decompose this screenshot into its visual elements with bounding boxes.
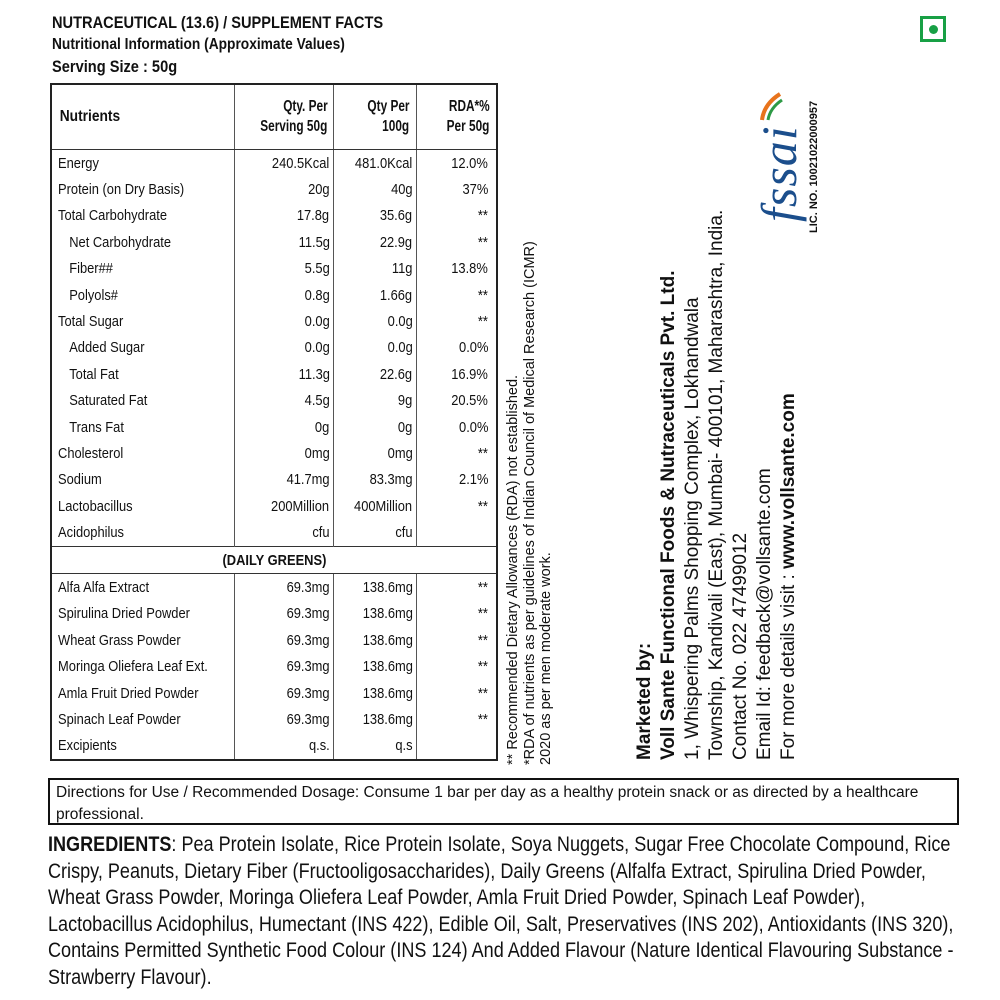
rda-percent: ** [417,574,498,601]
table-row [51,203,497,229]
contact-number: Contact No. 022 47499012 [730,532,751,760]
company-name: Voll Sante Functional Foods & Nutraceuticals Pvt. Ltd. [658,270,679,760]
serving-size: Serving Size : 50g [52,57,178,76]
nutrition-table [50,83,498,761]
qty-per-serving: 11.5g [235,229,334,255]
rda-percent [417,519,498,546]
nutrient-name: Spirulina Dried Powder [51,601,235,627]
qty-per-serving: 69.3mg [235,627,334,653]
rda-percent: 0.0% [417,335,498,361]
table-row [51,229,497,255]
nutrient-name: Acidophilus [51,519,235,546]
marketer-info [633,210,801,760]
qty-per-100g: 22.6g [334,361,417,387]
qty-per-100g: 138.6mg [334,627,417,653]
qty-per-100g: 138.6mg [334,706,417,732]
fssai-leaf-icon [758,92,784,122]
table-row [51,308,497,334]
address-line: 1, Whispering Palms Shopping Complex, Lokhandwala [682,297,703,760]
qty-per-serving: 69.3mg [235,601,334,627]
license-number: LIC. NO. 10021022000957 [808,100,820,233]
qty-per-serving: 11.3g [235,361,334,387]
table-row [51,388,497,414]
table-row [51,574,497,601]
qty-per-100g: 22.9g [334,229,417,255]
nutrient-name: Alfa Alfa Extract [51,574,235,601]
nutrient-name: Cholesterol [51,440,235,466]
note-line: 2020 as per men moderate work. [538,552,554,765]
marketer-label: Marketed by: [634,642,655,760]
daily-greens-divider [51,546,497,573]
qty-per-100g: 35.6g [334,203,417,229]
table-row [51,493,497,519]
qty-per-serving: 0.0g [235,335,334,361]
rda-percent: ** [417,706,498,732]
nutrient-name: Moringa Oliefera Leaf Ext. [51,653,235,679]
qty-per-serving: 0g [235,414,334,440]
qty-per-serving: 0.0g [235,308,334,334]
qty-per-100g: q.s [334,733,417,760]
qty-per-serving: q.s. [235,733,334,760]
ingredients [48,832,958,992]
table-body [51,150,497,760]
qty-per-100g: 138.6mg [334,653,417,679]
table-row [51,519,497,546]
table-row [51,601,497,627]
nutrient-name: Spinach Leaf Powder [51,706,235,732]
nutrient-name: Total Carbohydrate [51,203,235,229]
daily-greens-label: (DAILY GREENS) [222,551,326,569]
rda-percent: 13.8% [417,256,498,282]
qty-per-100g: 40g [334,176,417,202]
subtitle: Nutritional Information (Approximate Values) [52,36,345,53]
rda-percent: 2.1% [417,467,498,493]
qty-per-100g: 0.0g [334,308,417,334]
nutrient-name: Total Sugar [51,308,235,334]
website-link[interactable]: www.vollsante.com [778,393,799,569]
ingredients-label: INGREDIENTS [48,833,172,856]
qty-per-100g: 0mg [334,440,417,466]
nutrient-name: Saturated Fat [51,388,235,414]
qty-per-serving: cfu [235,519,334,546]
header-nutrients: Nutrients [51,84,235,150]
qty-per-serving: 69.3mg [235,653,334,679]
rda-percent: ** [417,203,498,229]
rda-percent: 0.0% [417,414,498,440]
qty-per-serving: 0mg [235,440,334,466]
nutrient-name: Lactobacillus [51,493,235,519]
table-row [51,467,497,493]
email: Email Id: feedback@vollsante.com [754,468,775,760]
table-row [51,176,497,202]
table-row [51,361,497,387]
qty-per-serving: 0.8g [235,282,334,308]
qty-per-serving: 240.5Kcal [235,150,334,177]
qty-per-serving: 5.5g [235,256,334,282]
header-per-100g: Qty Per 100g [334,84,417,150]
header-rda: RDA*% Per 50g [417,84,498,150]
table-row [51,335,497,361]
rda-notes [505,241,555,765]
table-row [51,414,497,440]
label-header [52,12,437,78]
qty-per-100g: 481.0Kcal [334,150,417,177]
qty-per-serving: 200Million [235,493,334,519]
rda-percent: ** [417,308,498,334]
qty-per-serving: 41.7mg [235,467,334,493]
nutrient-name: Fiber## [51,256,235,282]
nutrient-name: Net Carbohydrate [51,229,235,255]
table-header-row [51,84,497,150]
rda-percent: ** [417,680,498,706]
address-line: Township, Kandivali (East), Mumbai- 400101, Maharashtra, India. [706,209,727,760]
nutrient-name: Excipients [51,733,235,760]
rda-percent: ** [417,282,498,308]
table-row [51,440,497,466]
rda-percent: 37% [417,176,498,202]
qty-per-100g: 0g [334,414,417,440]
veg-mark-icon [920,16,946,42]
qty-per-100g: 9g [334,388,417,414]
rda-percent: ** [417,229,498,255]
note-line: ** Recommended Dietary Allowances (RDA) not established. [505,374,521,765]
rda-percent: ** [417,653,498,679]
qty-per-100g: cfu [334,519,417,546]
qty-per-100g: 1.66g [334,282,417,308]
qty-per-serving: 17.8g [235,203,334,229]
page-title: NUTRACEUTICAL (13.6) / SUPPLEMENT FACTS [52,13,384,32]
qty-per-serving: 69.3mg [235,574,334,601]
qty-per-100g: 138.6mg [334,601,417,627]
fssai-logo: fssai [751,125,807,222]
note-line: *RDA of nutrients as per guidelines of Indian Council of Medical Research (ICMR) [521,241,538,765]
nutrient-name: Polyols# [51,282,235,308]
nutrient-name: Trans Fat [51,414,235,440]
rda-percent: ** [417,601,498,627]
table-row [51,256,497,282]
table-row [51,282,497,308]
qty-per-serving: 69.3mg [235,706,334,732]
directions-box: Directions for Use / Recommended Dosage: Consume 1 bar per day as a healthy protein snack or as directed by a healthcare professional. [48,778,959,825]
qty-per-100g: 11g [334,256,417,282]
rda-percent: ** [417,493,498,519]
nutrient-name: Total Fat [51,361,235,387]
rda-percent: ** [417,440,498,466]
nutrient-name: Energy [51,150,235,177]
qty-per-serving: 69.3mg [235,680,334,706]
nutrient-name: Sodium [51,467,235,493]
nutrient-name: Wheat Grass Powder [51,627,235,653]
table-row [51,680,497,706]
table-row [51,627,497,653]
nutrient-name: Amla Fruit Dried Powder [51,680,235,706]
rda-percent: 20.5% [417,388,498,414]
table-row [51,706,497,732]
table-row [51,733,497,760]
rda-percent: ** [417,627,498,653]
nutrient-name: Protein (on Dry Basis) [51,176,235,202]
qty-per-100g: 138.6mg [334,574,417,601]
qty-per-serving: 4.5g [235,388,334,414]
website-line: For more details visit : www.vollsante.com [778,393,799,760]
table-row [51,150,497,177]
header-per-serving: Qty. Per Serving 50g [235,84,334,150]
nutrient-name: Added Sugar [51,335,235,361]
qty-per-100g: 83.3mg [334,467,417,493]
qty-per-serving: 20g [235,176,334,202]
qty-per-100g: 400Million [334,493,417,519]
rda-percent [417,733,498,760]
rda-percent: 16.9% [417,361,498,387]
table-row [51,653,497,679]
qty-per-100g: 138.6mg [334,680,417,706]
rda-percent: 12.0% [417,150,498,177]
ingredients-text: : Pea Protein Isolate, Rice Protein Isolate, Soya Nuggets, Sugar Free Chocolate Compound, Rice Crispy, Peanuts, Dietary Fiber (Fructooligosaccharides), Daily Greens (Alfalfa Extract, Spirulina Dried Powder, Wheat Grass Powder, Moringa Oliefera Leaf Powder, Amla Fruit Dried Powder, Spinach Leaf Powder), Lactobacillus Acidophilus, Humectant (INS 422), Edible Oil, Salt, Preservatives (INS 202), Antioxidants (INS 320), Contains Permitted Synthetic Food Colour (INS 124) And Added Flavour (Nature Identical Flavouring Substance - Strawberry Flavour). [48,833,954,989]
qty-per-100g: 0.0g [334,335,417,361]
